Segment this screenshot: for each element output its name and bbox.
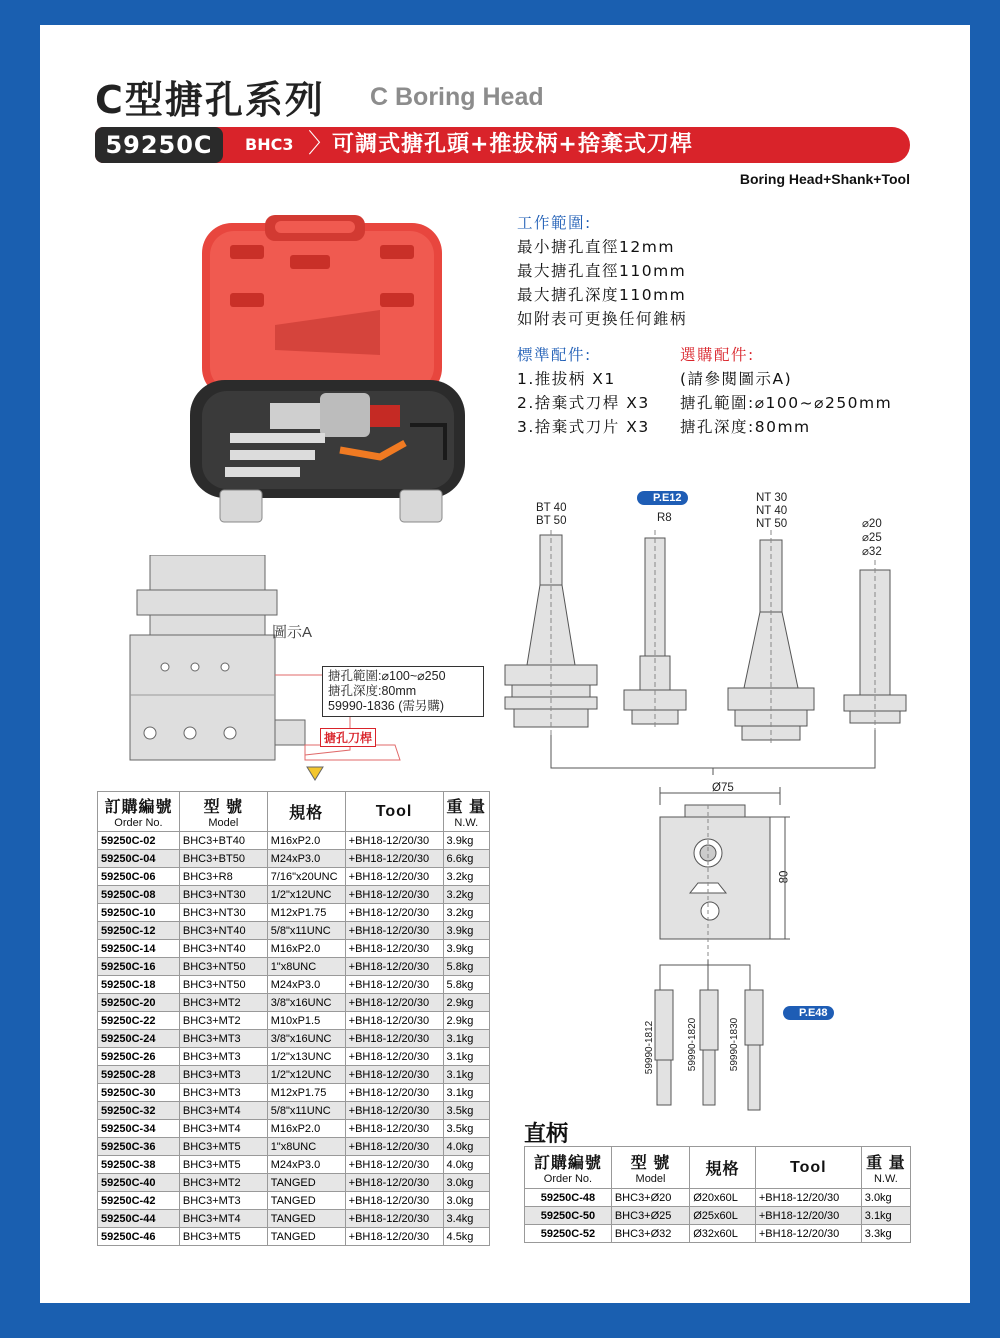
cell-tool: +BH18-12/20/30	[345, 1012, 443, 1030]
table-row	[98, 850, 490, 868]
optional-heading: 選購配件:	[680, 346, 755, 364]
cell-order-no: 59250C-38	[98, 1156, 180, 1174]
cell-tool: +BH18-12/20/30	[345, 886, 443, 904]
cell-model: BHC3+MT5	[179, 1156, 267, 1174]
col-order: 訂購編號 Order No.	[525, 1147, 612, 1189]
cell-spec: M24xP3.0	[267, 850, 345, 868]
table-row	[98, 1066, 490, 1084]
cell-weight: 3.1kg	[443, 1048, 489, 1066]
cell-model: BHC3+NT40	[179, 940, 267, 958]
table-row	[98, 1030, 490, 1048]
nt30-label: NT 30	[756, 492, 788, 504]
cell-tool: +BH18-12/20/30	[345, 1048, 443, 1066]
cell-model: BHC3+MT3	[179, 1192, 267, 1210]
cell-order-no: 59250C-32	[98, 1102, 180, 1120]
cell-model: BHC3+MT3	[179, 1066, 267, 1084]
table-row	[98, 1012, 490, 1030]
cell-tool: +BH18-12/20/30	[345, 1138, 443, 1156]
cell-model: BHC3+MT3	[179, 1048, 267, 1066]
cell-tool: +BH18-12/20/30	[345, 976, 443, 994]
cell-order-no: 59250C-44	[98, 1210, 180, 1228]
cell-model: BHC3+MT5	[179, 1138, 267, 1156]
spec-line: 搪孔範圍:⌀100~⌀250mm	[680, 394, 893, 412]
cell-order-no: 59250C-16	[98, 958, 180, 976]
cell-order-no: 59250C-04	[98, 850, 180, 868]
cell-model: BHC3+MT2	[179, 1012, 267, 1030]
tool-case-photo	[180, 215, 480, 525]
cell-weight: 3.0kg	[861, 1189, 910, 1207]
cell-weight: 3.1kg	[443, 1030, 489, 1048]
ext-depth: 搪孔深度:80mm	[328, 684, 417, 698]
extension-callout	[322, 666, 484, 717]
table-row	[98, 1120, 490, 1138]
cell-order-no: 59250C-02	[98, 832, 180, 850]
table-row	[98, 1156, 490, 1174]
cell-order-no: 59250C-28	[98, 1066, 180, 1084]
table-row	[98, 994, 490, 1012]
cell-spec: TANGED	[267, 1228, 345, 1246]
work-range-block	[517, 211, 687, 331]
cell-order-no: 59250C-46	[98, 1228, 180, 1246]
cell-spec: Ø20x60L	[690, 1189, 756, 1207]
shank-drawings	[500, 530, 920, 775]
cell-spec: M16xP2.0	[267, 940, 345, 958]
cell-order-no: 59250C-30	[98, 1084, 180, 1102]
cell-order-no: 59250C-36	[98, 1138, 180, 1156]
cell-order-no: 59250C-12	[98, 922, 180, 940]
col-model: 型 號 Model	[611, 1147, 689, 1189]
product-subtitle: Boring Head+Shank+Tool	[739, 171, 910, 187]
cell-weight: 4.5kg	[443, 1228, 489, 1246]
cell-order-no: 59250C-06	[98, 868, 180, 886]
cell-order-no: 59250C-26	[98, 1048, 180, 1066]
cell-spec: M24xP3.0	[267, 1156, 345, 1174]
cell-spec: M16xP2.0	[267, 832, 345, 850]
cell-order-no: 59250C-08	[98, 886, 180, 904]
cell-weight: 4.0kg	[443, 1138, 489, 1156]
cell-spec: Ø25x60L	[690, 1207, 756, 1225]
order-table-body	[98, 832, 490, 1246]
cell-spec: TANGED	[267, 1192, 345, 1210]
cell-weight: 3.2kg	[443, 886, 489, 904]
cell-weight: 5.8kg	[443, 976, 489, 994]
cell-model: BHC3+MT2	[179, 994, 267, 1012]
cell-model: BHC3+MT4	[179, 1120, 267, 1138]
col-order: 訂購編號 Order No.	[98, 792, 180, 832]
ext-tool-label: 搪孔刀桿	[320, 728, 376, 747]
table-row	[98, 868, 490, 886]
boring-bars-drawing	[645, 985, 775, 1115]
straight-table-body	[525, 1189, 911, 1243]
cell-order-no: 59250C-24	[98, 1030, 180, 1048]
cell-spec: M16xP2.0	[267, 1120, 345, 1138]
cell-weight: 3.9kg	[443, 940, 489, 958]
cell-model: BHC3+Ø20	[611, 1189, 689, 1207]
cell-model: BHC3+MT3	[179, 1030, 267, 1048]
cell-spec: M24xP3.0	[267, 976, 345, 994]
chevron-right-icon: 〉	[308, 129, 335, 159]
col-model: 型 號 Model	[179, 792, 267, 832]
spec-line: 3.捨棄式刀片 X3	[517, 418, 650, 436]
cell-spec: TANGED	[267, 1210, 345, 1228]
cell-weight: 3.9kg	[443, 922, 489, 940]
cell-tool: +BH18-12/20/30	[345, 1120, 443, 1138]
col-spec: 規格	[690, 1147, 756, 1189]
cell-model: BHC3+MT4	[179, 1210, 267, 1228]
cell-model: BHC3+MT2	[179, 1174, 267, 1192]
cell-model: BHC3+MT5	[179, 1228, 267, 1246]
product-code: 59250C	[95, 127, 223, 163]
cell-weight: 2.9kg	[443, 1012, 489, 1030]
cell-tool: +BH18-12/20/30	[345, 958, 443, 976]
cell-model: BHC3+NT30	[179, 904, 267, 922]
cell-spec: 7/16"x20UNC	[267, 868, 345, 886]
col-tool: Tool	[345, 792, 443, 832]
cell-spec: 3/8"x16UNC	[267, 994, 345, 1012]
cell-model: BHC3+BT40	[179, 832, 267, 850]
table-row	[98, 1084, 490, 1102]
cell-model: BHC3+NT50	[179, 958, 267, 976]
cell-model: BHC3+Ø32	[611, 1225, 689, 1243]
page-title: C型搪孔系列	[95, 78, 325, 122]
cell-tool: +BH18-12/20/30	[345, 922, 443, 940]
label-bt	[536, 502, 566, 528]
cell-order-no: 59250C-50	[525, 1207, 612, 1225]
standard-accessories	[517, 343, 650, 439]
cell-tool: +BH18-12/20/30	[345, 850, 443, 868]
cell-order-no: 59250C-10	[98, 904, 180, 922]
table-row	[98, 1174, 490, 1192]
cell-weight: 3.1kg	[861, 1207, 910, 1225]
bar-1812-label: 59990-1812	[644, 1020, 656, 1075]
cell-model: BHC3+R8	[179, 868, 267, 886]
table-row	[525, 1189, 911, 1207]
table-row	[98, 904, 490, 922]
spec-line: 2.捨棄式刀桿 X3	[517, 394, 650, 412]
straight-shank-heading: 直柄	[524, 1122, 569, 1147]
order-table	[97, 791, 490, 1246]
cell-tool: +BH18-12/20/30	[345, 940, 443, 958]
cell-weight: 3.2kg	[443, 868, 489, 886]
spec-line: (請參閱圖示A)	[680, 370, 793, 388]
cell-spec: M12xP1.75	[267, 904, 345, 922]
table-row	[525, 1207, 911, 1225]
table-header-row	[525, 1147, 911, 1189]
cell-model: BHC3+MT4	[179, 1102, 267, 1120]
cell-order-no: 59250C-14	[98, 940, 180, 958]
table-row	[98, 832, 490, 850]
spec-line: 1.推拔柄 X1	[517, 370, 616, 388]
cell-model: BHC3+NT50	[179, 976, 267, 994]
col-weight: 重 量 N.W.	[443, 792, 489, 832]
cell-order-no: 59250C-20	[98, 994, 180, 1012]
d25-label: ⌀25	[862, 532, 882, 544]
spec-line: 最大搪孔深度110mm	[517, 286, 687, 304]
cell-tool: +BH18-12/20/30	[345, 1210, 443, 1228]
cell-tool: +BH18-12/20/30	[345, 1228, 443, 1246]
spec-line: 最大搪孔直徑110mm	[517, 262, 687, 280]
d32-label: ⌀32	[862, 546, 882, 558]
cell-weight: 5.8kg	[443, 958, 489, 976]
cell-model: BHC3+MT3	[179, 1084, 267, 1102]
cell-weight: 4.0kg	[443, 1156, 489, 1174]
cell-order-no: 59250C-42	[98, 1192, 180, 1210]
cell-spec: Ø32x60L	[690, 1225, 756, 1243]
table-row	[98, 940, 490, 958]
cell-order-no: 59250C-40	[98, 1174, 180, 1192]
cell-weight: 3.1kg	[443, 1066, 489, 1084]
dim-80: 80	[778, 870, 791, 884]
cell-weight: 3.1kg	[443, 1084, 489, 1102]
cell-spec: 5/8"x11UNC	[267, 922, 345, 940]
cell-weight: 3.5kg	[443, 1102, 489, 1120]
table-row	[98, 1210, 490, 1228]
bar-1820-label: 59990-1820	[687, 1017, 699, 1072]
cell-order-no: 59250C-48	[525, 1189, 612, 1207]
cell-tool: +BH18-12/20/30	[755, 1225, 861, 1243]
optional-accessories	[680, 343, 892, 439]
cell-spec: 1"x8UNC	[267, 958, 345, 976]
col-tool: Tool	[755, 1147, 861, 1189]
cell-tool: +BH18-12/20/30	[345, 1156, 443, 1174]
cell-weight: 2.9kg	[443, 994, 489, 1012]
cell-weight: 3.9kg	[443, 832, 489, 850]
table-row	[98, 886, 490, 904]
cell-weight: 3.3kg	[861, 1225, 910, 1243]
table-row	[98, 1102, 490, 1120]
cell-order-no: 59250C-34	[98, 1120, 180, 1138]
r8-label: R8	[657, 512, 672, 524]
table-row	[98, 958, 490, 976]
col-weight: 重 量 N.W.	[861, 1147, 910, 1189]
dim-75: Ø75	[712, 782, 734, 794]
cell-tool: +BH18-12/20/30	[345, 904, 443, 922]
ext-range: 搪孔範圍:⌀100~⌀250	[328, 669, 446, 683]
nt50-label: NT 50	[756, 518, 788, 530]
cell-spec: M12xP1.75	[267, 1084, 345, 1102]
cell-tool: +BH18-12/20/30	[345, 994, 443, 1012]
d20-label: ⌀20	[862, 518, 882, 530]
pe12-badge: P.E12	[637, 491, 688, 505]
straight-shank-table	[524, 1146, 911, 1243]
cell-tool: +BH18-12/20/30	[345, 1174, 443, 1192]
cell-model: BHC3+NT40	[179, 922, 267, 940]
cell-weight: 3.2kg	[443, 904, 489, 922]
table-row	[525, 1225, 911, 1243]
table-row	[98, 1138, 490, 1156]
cell-order-no: 59250C-52	[525, 1225, 612, 1243]
page-title-en: C Boring Head	[370, 83, 544, 111]
product-description: 可調式搪孔頭+推拔柄+捨棄式刀桿	[332, 132, 693, 157]
cell-spec: M10xP1.5	[267, 1012, 345, 1030]
spec-line: 如附表可更換任何錐柄	[517, 310, 688, 328]
table-row	[98, 1228, 490, 1246]
cell-spec: TANGED	[267, 1174, 345, 1192]
cell-tool: +BH18-12/20/30	[755, 1207, 861, 1225]
bar-1830-label: 59990-1830	[729, 1017, 741, 1072]
col-spec: 規格	[267, 792, 345, 832]
cell-weight: 3.4kg	[443, 1210, 489, 1228]
catalog-page	[40, 25, 970, 1303]
table-row	[98, 1192, 490, 1210]
spec-line: 最小搪孔直徑12mm	[517, 238, 675, 256]
cell-tool: +BH18-12/20/30	[345, 832, 443, 850]
bt40-label: BT 40	[536, 502, 567, 514]
label-nt	[756, 492, 787, 531]
spec-line: 搪孔深度:80mm	[680, 418, 811, 436]
cell-spec: 1"x8UNC	[267, 1138, 345, 1156]
pe48-badge: P.E48	[783, 1006, 834, 1020]
cell-model: BHC3+NT30	[179, 886, 267, 904]
figure-a-label: 圖示A	[272, 624, 313, 641]
cell-model: BHC3+Ø25	[611, 1207, 689, 1225]
cell-tool: +BH18-12/20/30	[345, 1084, 443, 1102]
cell-spec: 1/2"x12UNC	[267, 1066, 345, 1084]
cell-tool: +BH18-12/20/30	[345, 868, 443, 886]
table-row	[98, 922, 490, 940]
table-row	[98, 1048, 490, 1066]
cell-tool: +BH18-12/20/30	[345, 1030, 443, 1048]
cell-weight: 6.6kg	[443, 850, 489, 868]
cell-order-no: 59250C-18	[98, 976, 180, 994]
cell-weight: 3.0kg	[443, 1174, 489, 1192]
cell-spec: 5/8"x11UNC	[267, 1102, 345, 1120]
cell-spec: 1/2"x13UNC	[267, 1048, 345, 1066]
bt50-label: BT 50	[536, 515, 567, 527]
cell-weight: 3.5kg	[443, 1120, 489, 1138]
cell-spec: 1/2"x12UNC	[267, 886, 345, 904]
cell-tool: +BH18-12/20/30	[755, 1189, 861, 1207]
standard-heading: 標準配件:	[517, 346, 592, 364]
cell-weight: 3.0kg	[443, 1192, 489, 1210]
cell-spec: 3/8"x16UNC	[267, 1030, 345, 1048]
work-range-heading: 工作範圍:	[517, 214, 592, 232]
product-model: BHC3	[245, 135, 294, 154]
ext-part: 59990-1836 (需另購)	[328, 699, 445, 713]
cell-model: BHC3+BT50	[179, 850, 267, 868]
cell-tool: +BH18-12/20/30	[345, 1102, 443, 1120]
cell-order-no: 59250C-22	[98, 1012, 180, 1030]
table-header-row	[98, 792, 490, 832]
cell-tool: +BH18-12/20/30	[345, 1066, 443, 1084]
nt40-label: NT 40	[756, 505, 788, 517]
cell-tool: +BH18-12/20/30	[345, 1192, 443, 1210]
table-row	[98, 976, 490, 994]
